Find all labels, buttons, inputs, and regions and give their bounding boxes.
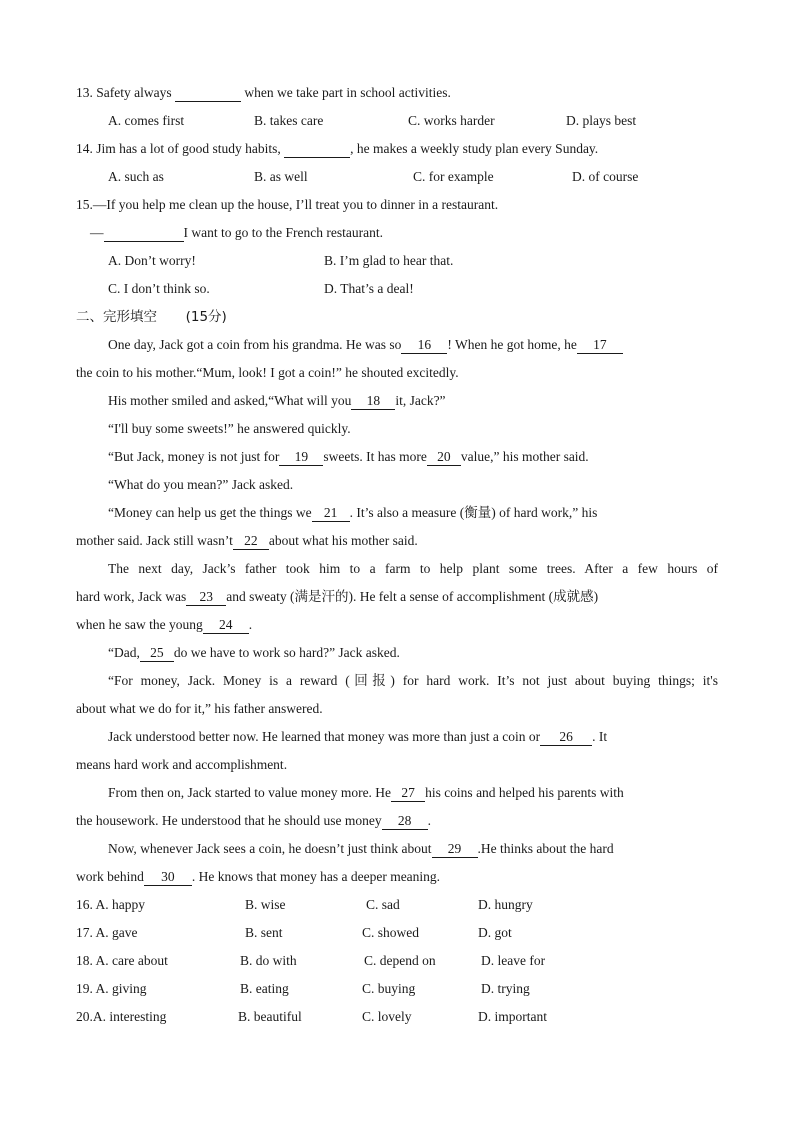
passage-text: . It: [592, 729, 608, 744]
passage-text: sweets. It has more: [323, 449, 427, 464]
option-14-a: A. such as: [108, 169, 164, 184]
passage-line: about what we do for it,” his father answered.: [76, 701, 323, 716]
passage-text: . It’s also a measure (衡量) of hard work,” his: [349, 505, 598, 520]
passage-line: “For money, Jack. Money is a reward (回报) for hard work. It’s not just about buying things; it's: [108, 673, 718, 688]
option-13-b: B. takes care: [254, 113, 324, 128]
passage-line: [108, 839, 718, 859]
option-17-a: 17. A. gave: [76, 925, 138, 940]
option-16-d: D. hungry: [478, 897, 533, 912]
option-20-a: 20.A. interesting: [76, 1009, 167, 1024]
blank-22: 22: [233, 533, 269, 550]
blank-19: 19: [279, 449, 323, 466]
blank-28: 28: [382, 813, 428, 830]
passage-line: [76, 811, 718, 831]
passage-text: about what his mother said.: [268, 533, 418, 548]
passage-text: .: [248, 617, 253, 632]
question-15-blank: [104, 225, 184, 242]
passage-text: mother said. Jack still wasn’t: [76, 533, 233, 548]
passage-text: .He thinks about the hard: [477, 841, 614, 856]
passage-line: [108, 783, 718, 803]
option-17-b: B. sent: [245, 925, 283, 940]
blank-16: 16: [401, 337, 447, 354]
option-14-b: B. as well: [254, 169, 308, 184]
blank-25: 25: [140, 645, 174, 662]
option-20-b: B. beautiful: [238, 1009, 302, 1024]
option-19-b: B. eating: [240, 981, 289, 996]
blank-27: 27: [391, 785, 425, 802]
option-15-d: D. That’s a deal!: [324, 281, 414, 296]
passage-text: hard work, Jack was: [76, 589, 187, 604]
passage-line: “I'll buy some sweets!” he answered quickly.: [108, 421, 351, 436]
question-15-dash: —: [90, 225, 104, 240]
blank-30: 30: [144, 869, 192, 886]
passage-text: “Dad,: [108, 645, 140, 660]
question-14: [76, 139, 718, 159]
option-17-c: C. showed: [362, 925, 419, 940]
passage-text: it, Jack?”: [395, 393, 446, 408]
passage-line: [76, 615, 718, 635]
passage-text: One day, Jack got a coin from his grandma. He was so: [108, 337, 402, 352]
passage-text: work behind: [76, 869, 144, 884]
blank-29: 29: [432, 841, 478, 858]
passage-text: His mother smiled and asked,“What will you: [108, 393, 352, 408]
option-15-b: B. I’m glad to hear that.: [324, 253, 454, 268]
passage-line: [108, 503, 718, 523]
passage-line: The next day, Jack’s father took him to a farm to help plant some trees. After a few hours of: [108, 561, 718, 576]
passage-text: ! When he got home, he: [447, 337, 577, 352]
question-15-line-2: [90, 223, 732, 243]
passage-line: [76, 531, 718, 551]
section-title: 二、完形填空: [76, 309, 157, 325]
question-13-blank: [175, 85, 241, 102]
passage-text: when he saw the young: [76, 617, 203, 632]
option-14-c: C. for example: [413, 169, 494, 184]
option-16-c: C. sad: [366, 897, 400, 912]
passage-text: Jack understood better now. He learned that money was more than just a coin or: [108, 729, 541, 744]
blank-26: 26: [540, 729, 592, 746]
blank-20: 20: [427, 449, 461, 466]
question-15-text-end: I want to go to the French restaurant.: [183, 225, 383, 240]
passage-text: and sweaty (满是汗的). He felt a sense of accomplishment (成就感): [226, 589, 599, 604]
passage-text: “But Jack, money is not just for: [108, 449, 280, 464]
blank-24: 24: [203, 617, 249, 634]
option-18-c: C. depend on: [364, 953, 436, 968]
question-15-line-1: 15.—If you help me clean up the house, I’ll treat you to dinner in a restaurant.: [76, 197, 499, 212]
passage-text: his coins and helped his parents with: [425, 785, 624, 800]
section-score: (15分): [185, 309, 227, 325]
passage-line: the coin to his mother.“Mum, look! I got a coin!” he shouted excitedly.: [76, 365, 459, 380]
question-13: [76, 83, 718, 103]
passage-line: means hard work and accomplishment.: [76, 757, 288, 772]
passage-line: [108, 727, 718, 747]
passage-text: do we have to work so hard?” Jack asked.: [173, 645, 400, 660]
option-16-a: 16. A. happy: [76, 897, 145, 912]
passage-text: “Money can help us get the things we: [108, 505, 312, 520]
option-14-d: D. of course: [572, 169, 639, 184]
passage-text: value,” his mother said.: [460, 449, 589, 464]
passage-text: the housework. He understood that he should use money: [76, 813, 382, 828]
option-18-a: 18. A. care about: [76, 953, 168, 968]
passage-line: [108, 643, 718, 663]
blank-23: 23: [186, 589, 226, 606]
option-15-c: C. I don’t think so.: [108, 281, 210, 296]
question-13-text-end: when we take part in school activities.: [240, 85, 451, 100]
passage-text: . He knows that money has a deeper meaning.: [191, 869, 441, 884]
option-13-a: A. comes first: [108, 113, 185, 128]
passage-text: Now, whenever Jack sees a coin, he doesn’t just think about: [108, 841, 432, 856]
blank-17: 17: [577, 337, 623, 354]
section-heading: [76, 307, 718, 327]
question-14-text-end: , he makes a weekly study plan every Sunday.: [350, 141, 599, 156]
option-20-c: C. lovely: [362, 1009, 412, 1024]
blank-18: 18: [351, 393, 395, 410]
option-13-d: D. plays best: [566, 113, 637, 128]
passage-line: [108, 335, 718, 355]
passage-line: [108, 391, 718, 411]
question-13-text-start: 13. Safety always: [76, 85, 175, 100]
passage-line: [108, 447, 718, 467]
passage-text: .: [427, 813, 431, 828]
option-19-a: 19. A. giving: [76, 981, 147, 996]
option-16-b: B. wise: [245, 897, 286, 912]
question-14-blank: [284, 141, 350, 158]
blank-21: 21: [312, 505, 350, 522]
option-19-c: C. buying: [362, 981, 416, 996]
option-17-d: D. got: [478, 925, 512, 940]
question-14-text-start: 14. Jim has a lot of good study habits,: [76, 141, 285, 156]
passage-line: “What do you mean?” Jack asked.: [108, 477, 294, 492]
passage-line: [76, 587, 718, 607]
option-19-d: D. trying: [481, 981, 530, 996]
option-20-d: D. important: [478, 1009, 547, 1024]
option-13-c: C. works harder: [408, 113, 495, 128]
option-18-b: B. do with: [240, 953, 297, 968]
option-18-d: D. leave for: [481, 953, 546, 968]
option-15-a: A. Don’t worry!: [108, 253, 196, 268]
passage-line: [76, 867, 718, 887]
passage-text: From then on, Jack started to value money more. He: [108, 785, 392, 800]
